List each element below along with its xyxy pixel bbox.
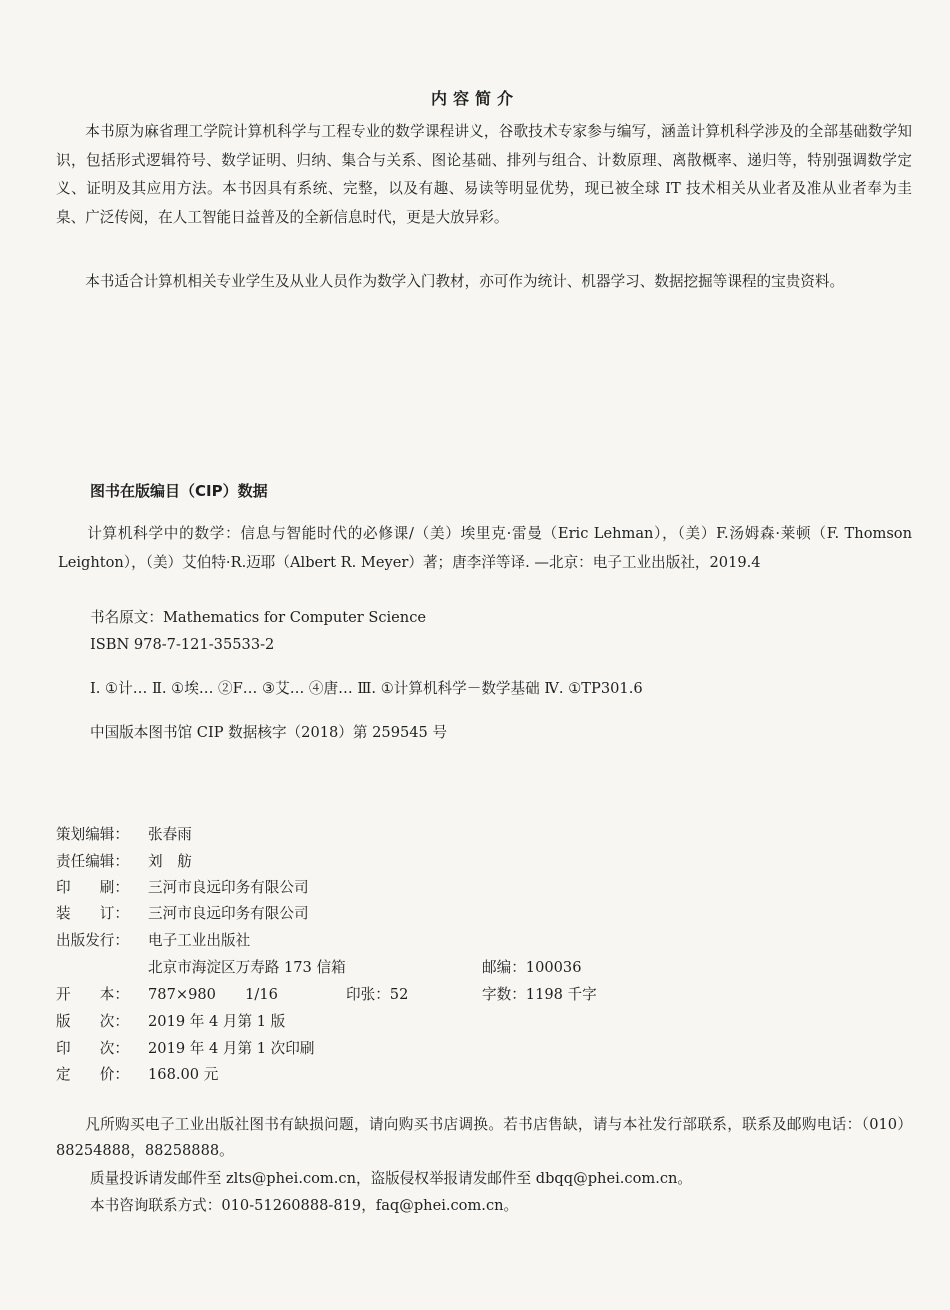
- impression-label: 印 次：: [56, 1040, 129, 1057]
- complaint-notice: 质量投诉请发邮件至 zlts@phei.com.cn，盗版侵权举报请发邮件至 dbqq@phei.com.cn。: [90, 1170, 692, 1187]
- printing-label: 印 刷：: [56, 879, 129, 896]
- cip-title: 图书在版编目（CIP）数据: [90, 482, 268, 500]
- abstract-title: 内容简介: [430, 89, 519, 108]
- planning-editor-label: 策划编辑：: [56, 826, 129, 843]
- isbn: ISBN 978-7-121-35533-2: [90, 636, 275, 653]
- classification: Ⅰ. ①计… Ⅱ. ①埃… ②F… ③艾… ④唐… Ⅲ. ①计算机科学－数学基础 Ⅳ. ①TP301.6: [90, 680, 643, 697]
- edition-label: 版 次：: [56, 1013, 129, 1030]
- cip-number: 中国版本图书馆 CIP 数据核字（2018）第 259545 号: [90, 724, 448, 741]
- cip-description: 计算机科学中的数学：信息与智能时代的必修课/（美）埃里克·雷曼（Eric Lehman），（美）F.汤姆森·莱顿（F. Thomson Leighton），（美）艾伯特·R.迈耶（Albert R. Meyer）著；唐李洋等译. —北京：电子工业出版社，2019.4: [58, 525, 912, 571]
- price-label: 定 价：: [56, 1066, 129, 1083]
- abstract-paragraph-1: 本书原为麻省理工学院计算机科学与工程专业的数学课程讲义，谷歌技术专家参与编写，涵盖计算机科学涉及的全部基础数学知识，包括形式逻辑符号、数学证明、归纳、集合与关系、图论基础、排列与组合、计数原理、离散概率、递归等，特别强调数学定义、证明及其应用方法。本书因具有系统、完整，以及有趣、易读等明显优势，现已被全球 IT 技术相关从业者及准从业者奉为圭臬、广泛传阅，在人工智能日益普及的全新信息时代，更是大放异彩。: [56, 123, 912, 226]
- publisher-label: 出版发行：: [56, 932, 129, 949]
- impression-value: 2019 年 4 月第 1 次印刷: [148, 1040, 315, 1057]
- consult-notice: 本书咨询联系方式：010-51260888-819，faq@phei.com.cn。: [90, 1197, 519, 1214]
- abstract-paragraph-2: 本书适合计算机相关专业学生及从业人员作为数学入门教材，亦可作为统计、机器学习、数据挖掘等课程的宝贵资料。: [85, 273, 845, 290]
- word-count: 字数：1198 千字: [482, 986, 597, 1003]
- responsible-editor-value: 刘 舫: [148, 853, 192, 870]
- responsible-editor-label: 责任编辑：: [56, 853, 129, 870]
- publisher-value: 电子工业出版社: [148, 932, 251, 949]
- address: 北京市海淀区万寿路 173 信箱: [148, 959, 346, 976]
- edition-value: 2019 年 4 月第 1 版: [148, 1013, 286, 1030]
- price-value: 168.00 元: [148, 1066, 219, 1083]
- format-value: 787×980 1/16: [148, 986, 278, 1003]
- sheets: 印张：52: [346, 986, 409, 1003]
- binding-value: 三河市良远印务有限公司: [148, 905, 309, 922]
- original-title: 书名原文：Mathematics for Computer Science: [90, 609, 427, 626]
- format-label: 开 本：: [56, 986, 129, 1003]
- planning-editor-value: 张春雨: [148, 826, 192, 843]
- printing-value: 三河市良远印务有限公司: [148, 879, 309, 896]
- binding-label: 装 订：: [56, 905, 129, 922]
- postcode: 邮编：100036: [482, 959, 582, 976]
- purchase-notice: 凡所购买电子工业出版社图书有缺损问题，请向购买书店调换。若书店售缺，请与本社发行部联系，联系及邮购电话：（010）88254888，88258888。: [56, 1116, 912, 1159]
